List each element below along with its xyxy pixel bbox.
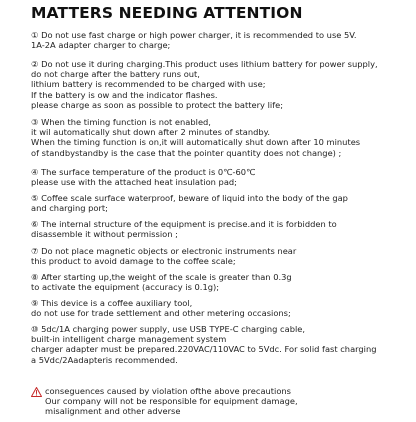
warning-block [31,386,414,417]
notice-item-10 [31,324,414,365]
notice-line: ② Do not use it during charging.This product uses lithium battery for power supply, [31,59,378,69]
page-title: MATTERS NEEDING ATTENTION [31,4,303,22]
notice-line: When the timing function is on,it will automatically shut down after 10 minutes [31,137,361,148]
notice-line: a 5Vdc/2Aadapteris recommended. [31,354,178,365]
notice-item-1 [31,30,414,50]
notice-line: it wil automatically shut down after 2 minutes of standby. [31,127,271,138]
warning-icon [31,387,42,397]
notice-line: to activate the equipment (accuracy is 0.1g); [31,282,220,293]
notice-line: do not use for trade settlement and other metering occasions; [31,308,291,319]
notice-item-3 [31,117,414,158]
notice-line: do not charge after the battery runs out, [31,69,200,80]
notice-item-6 [31,219,414,239]
notice-line: charger adapter must be prepared.220VAC/110VAC to 5Vdc. For solid fast charging [31,344,377,355]
notice-line: please charge as soon as possible to protect the battery life; [31,99,284,110]
warning-line: conseguences caused by violation ofthe above precautions [45,386,292,396]
notice-line: ④ The surface temperature of the product is 0℃-60℃ [31,167,256,177]
notice-item-9 [31,298,414,318]
notice-line: ⑤ Coffee scale surface waterproof, beware of liquid into the body of the gap [31,193,348,203]
notice-line: If the battery is ow and the indicator flashes. [31,89,218,100]
notice-line: ① Do not use fast charge or high power charger, it is recommended to use 5V. [31,30,357,40]
notice-item-2 [31,59,414,110]
notice-line: ⑦ Do not place magnetic objects or electronic instruments near [31,246,297,256]
notice-line: lithium battery is recommended to be charged with use; [31,79,266,90]
notice-line: 1A-2A adapter charger to charge; [31,40,171,51]
notice-line: ⑧ After starting up,the weight of the scale is greater than 0.3g [31,272,292,282]
notice-item-4 [31,167,414,187]
notice-line: of standbystandby is the case that the pointer quantity does not change) ; [31,147,342,158]
notice-line: ⑥ The internal structure of the equipment is precise.and it is forbidden to [31,219,337,229]
notice-line: ⑩ 5dc/1A charging power supply, use USB TYPE-C charging cable, [31,324,306,334]
notice-line: built-in intelligent charge management system [31,334,227,345]
notice-item-5 [31,193,414,213]
notice-item-8 [31,272,414,292]
notice-item-7 [31,246,414,266]
notice-line: please use with the attached heat insulation pad; [31,177,237,188]
notice-line: ③ When the timing function is not enabled, [31,117,211,127]
warning-line: Our company will not be responsible for equipment damage, [45,396,298,407]
notice-line: disassemble it without permission ; [31,229,178,240]
notice-line: and charging port; [31,203,108,214]
notice-line: this product to avoid damage to the coffee scale; [31,256,236,267]
warning-line: misalignment and other adverse [45,406,181,417]
notice-line: ⑨ This device is a coffee auxiliary tool, [31,298,193,308]
